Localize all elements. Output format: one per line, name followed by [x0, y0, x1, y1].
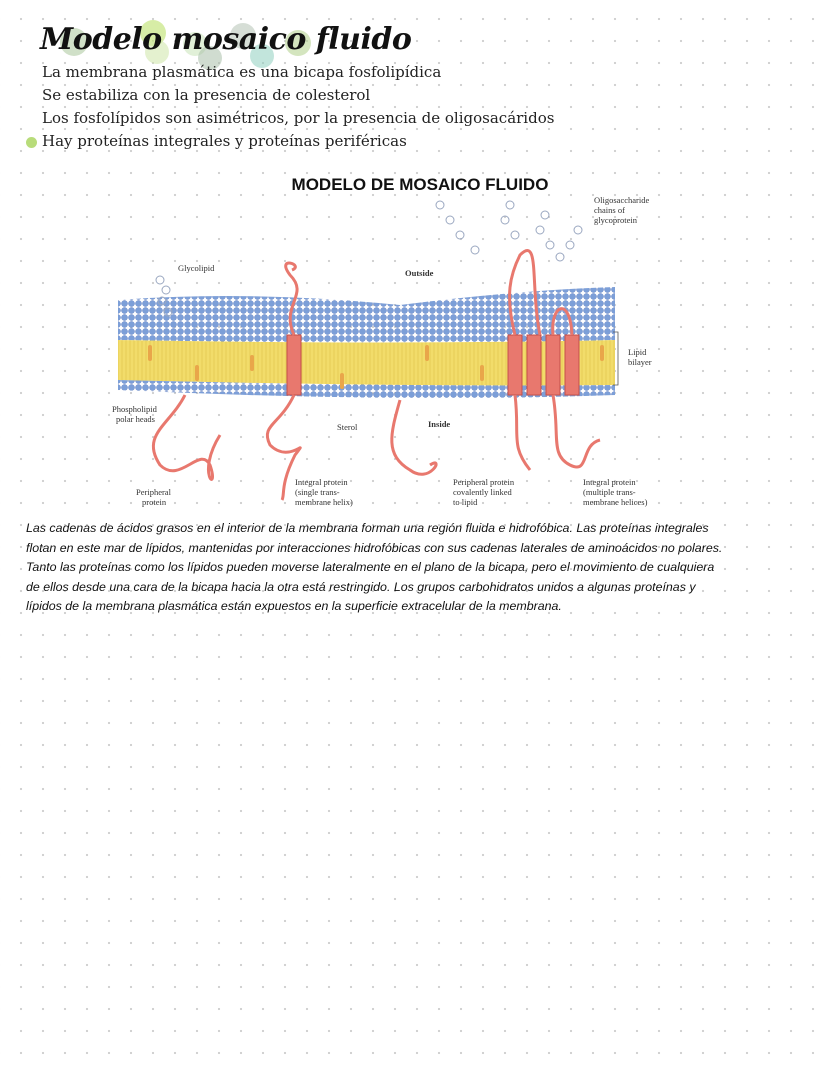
- label-sterol: Sterol: [337, 422, 358, 432]
- label-inside: Inside: [428, 419, 451, 429]
- membrane-diagram: [100, 195, 680, 515]
- label-oligo: chains of: [594, 205, 625, 215]
- label-integral-single: Integral protein: [295, 477, 348, 487]
- label-lipid-bilayer: Lipid: [628, 347, 647, 357]
- label-polar-heads: polar heads: [116, 414, 155, 424]
- oligosaccharide-chains: [436, 201, 582, 261]
- bullet-dot-icon: [26, 137, 37, 148]
- paragraph-line: de ellos desde una cara de la bicapa hacia la otra está restringido. Los grupos carbohidratos unidos a algunas proteínas y: [26, 579, 696, 594]
- label-integral-single: (single trans-: [295, 487, 340, 497]
- label-integral-multiple: (multiple trans-: [583, 487, 636, 497]
- label-glycolipid: Glycolipid: [178, 263, 215, 273]
- bullet-text: La membrana plasmática es una bicapa fosfolipídica: [42, 63, 442, 81]
- label-integral-single: membrane helix): [295, 497, 353, 507]
- label-oligo: Oligosaccharide: [594, 195, 650, 205]
- label-peripheral-lipid: covalently linked: [453, 487, 512, 497]
- page-title: Modelo mosaico fluido: [40, 22, 412, 57]
- paragraph-line: Tanto las proteínas como los lípidos pueden moverse lateralmente en el plano de la bicapa, pero el movimiento de cualquiera: [26, 560, 715, 574]
- label-integral-multiple: Integral protein: [583, 477, 636, 487]
- description-paragraph: [26, 519, 816, 617]
- label-lipid-bilayer: bilayer: [628, 357, 652, 367]
- bullet-text: Los fosfolípidos son asimétricos, por la presencia de oligosacáridos: [42, 109, 555, 127]
- label-polar-heads: Phospholipid: [112, 404, 157, 414]
- label-peripheral-lipid: Peripheral protein: [453, 477, 515, 487]
- bullet-text: Se estabiliza con la presencia de colesterol: [42, 86, 371, 104]
- label-integral-multiple: membrane helices): [583, 497, 648, 507]
- paragraph-line: flotan en este mar de lípidos, mantenidas por interacciones hidrofóbicas con sus cadenas laterales de aminoácidos no polares.: [26, 540, 723, 555]
- label-peripheral-lipid: to lipid: [453, 497, 478, 507]
- diagram-title: MODELO DE MOSAICO FLUIDO: [291, 175, 549, 194]
- paragraph-line: lípidos de la membrana plasmática están expuestos en la superficie extracelular de la membrana.: [26, 599, 562, 613]
- label-peripheral: Peripheral: [136, 487, 171, 497]
- label-outside: Outside: [405, 268, 434, 278]
- paragraph-line: Las cadenas de ácidos grasos en el interior de la membrana forman una región fluida e hidrofóbica. Las proteínas integrales: [26, 521, 709, 535]
- bullet-text: Hay proteínas integrales y proteínas periféricas: [42, 132, 407, 150]
- label-oligo: glycoprotein: [594, 215, 637, 225]
- label-peripheral: protein: [142, 497, 167, 507]
